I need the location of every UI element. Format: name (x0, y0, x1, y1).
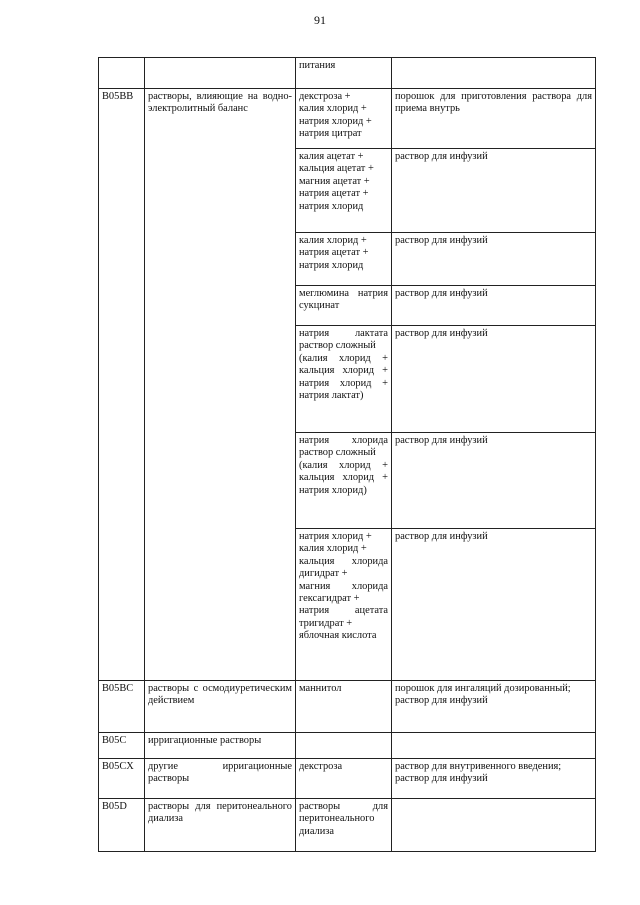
group-name-cell: другие ирригационные растворы (145, 759, 296, 799)
group-name-cell: растворы для перитонеального диализа (145, 799, 296, 852)
drug-name-cell: питания (296, 58, 392, 89)
atc-drug-table (98, 57, 596, 852)
atc-code-cell: B05D (99, 799, 145, 852)
drug-name-cell: натрия хлорида раствор сложный (калия хлорид + кальция хлорид + натрия хлорид) (296, 433, 392, 529)
table-row (99, 89, 596, 149)
drug-name-cell: декстроза + калия хлорид + натрия хлорид + натрия цитрат (296, 89, 392, 149)
atc-code-cell: B05CX (99, 759, 145, 799)
dosage-form-cell (392, 799, 596, 852)
table-row (99, 733, 596, 759)
dosage-form-cell: раствор для инфузий (392, 433, 596, 529)
atc-code-cell: B05C (99, 733, 145, 759)
dosage-form-cell: раствор для инфузий (392, 233, 596, 286)
dosage-form-cell: раствор для инфузий (392, 326, 596, 433)
drug-name-cell: декстроза (296, 759, 392, 799)
table-row (99, 799, 596, 852)
table-row (99, 759, 596, 799)
atc-code-cell: B05BC (99, 681, 145, 733)
dosage-form-cell (392, 733, 596, 759)
group-name-cell: растворы с осмодиуретическим действием (145, 681, 296, 733)
table-row (99, 58, 596, 89)
group-name-cell: ирригационные растворы (145, 733, 296, 759)
drug-name-cell: маннитол (296, 681, 392, 733)
atc-code-cell: B05BB (99, 89, 145, 681)
dosage-form-cell: раствор для инфузий (392, 286, 596, 326)
drug-name-cell: калия ацетат + кальция ацетат + магния ацетат + натрия ацетат + натрия хлорид (296, 149, 392, 233)
drug-name-cell: натрия лактата раствор сложный (калия хлорид + кальция хлорид + натрия хлорид + натрия лактат) (296, 326, 392, 433)
atc-code-cell (99, 58, 145, 89)
group-name-cell: растворы, влияющие на водно-электролитный баланс (145, 89, 296, 681)
dosage-form-cell: раствор для инфузий (392, 149, 596, 233)
drug-name-cell: растворы для перитонеального диализа (296, 799, 392, 852)
drug-name-cell: калия хлорид + натрия ацетат + натрия хлорид (296, 233, 392, 286)
dosage-form-cell: раствор для инфузий (392, 529, 596, 681)
dosage-form-cell (392, 58, 596, 89)
dosage-form-cell: раствор для внутривенного введения; раствор для инфузий (392, 759, 596, 799)
dosage-form-cell: порошок для приготовления раствора для приема внутрь (392, 89, 596, 149)
page-number: 91 (314, 13, 326, 27)
dosage-form-cell: порошок для ингаляций дозированный; раствор для инфузий (392, 681, 596, 733)
group-name-cell (145, 58, 296, 89)
drug-name-cell: натрия хлорид + калия хлорид + кальция хлорида дигидрат + магния хлорида гексагидрат + натрия ацетата тригидрат + яблочная кислота (296, 529, 392, 681)
table-row (99, 681, 596, 733)
drug-name-cell: меглюмина натрия сукцинат (296, 286, 392, 326)
drug-name-cell (296, 733, 392, 759)
